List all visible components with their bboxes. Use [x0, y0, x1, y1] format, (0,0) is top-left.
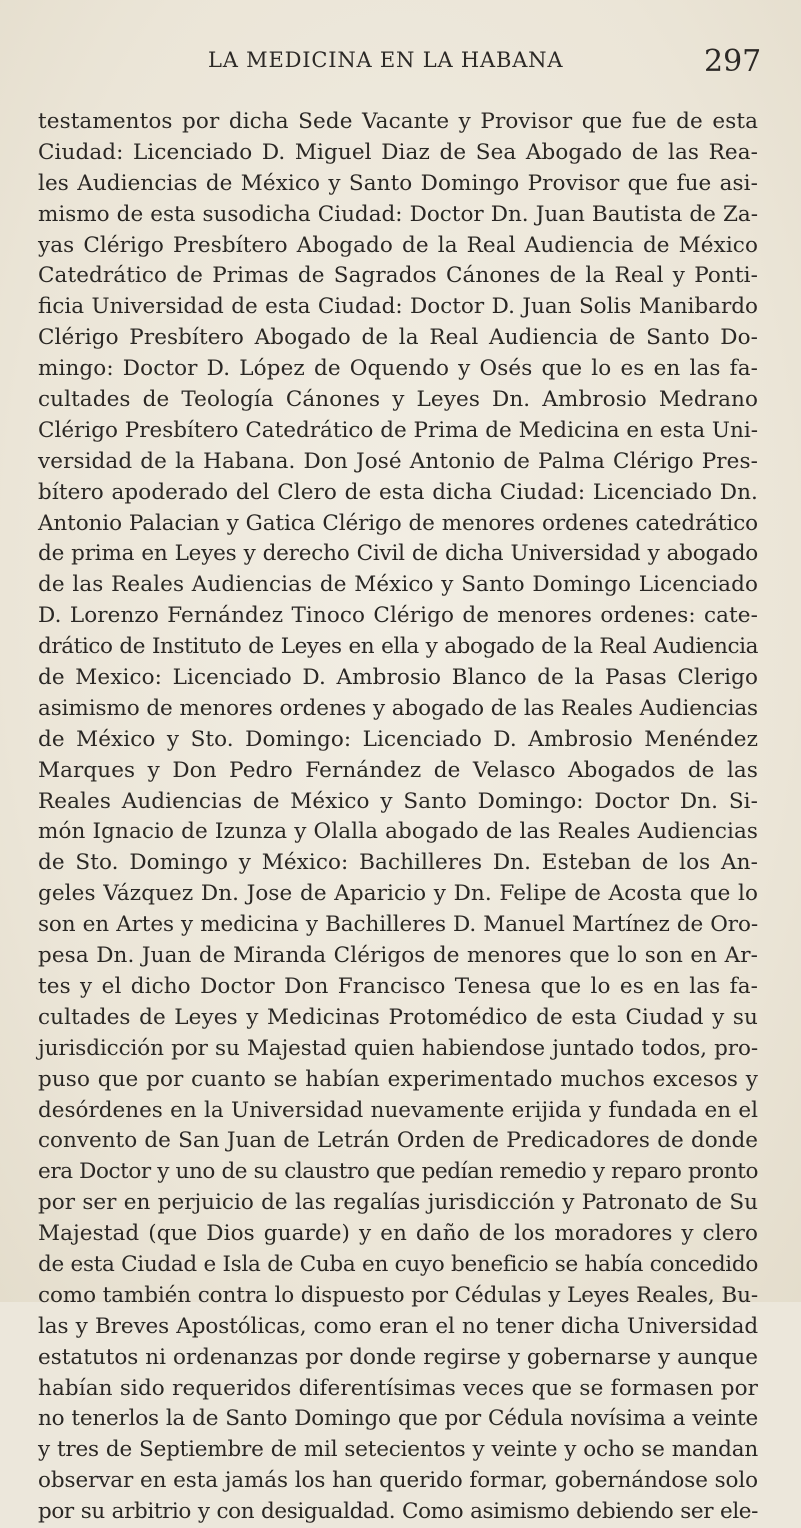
text-line: estatutos ni ordenanzas por donde regirse y gobernarse y aunque: [38, 1344, 758, 1370]
text-line: era Doctor y uno de su claustro que pedían remedio y reparo pronto: [38, 1159, 758, 1185]
text-line: son en Artes y medicina y Bachilleres D. Manuel Martínez de Oro-: [38, 912, 758, 938]
text-line: D. Lorenzo Fernández Tinoco Clérigo de menores ordenes: cate-: [38, 603, 758, 629]
text-line: por ser en perjuicio de las regalías jurisdicción y Patronato de Su: [38, 1190, 758, 1216]
text-line: drático de Instituto de Leyes en ella y abogado de la Real Audiencia: [38, 634, 758, 660]
text-line: las y Breves Apostólicas, como eran el no tener dicha Universidad: [38, 1313, 758, 1339]
text-line: Clérigo Presbítero Abogado de la Real Audiencia de Santo Do-: [38, 325, 758, 351]
text-line: Antonio Palacian y Gatica Clérigo de menores ordenes catedrático: [38, 510, 758, 536]
text-line: de Sto. Domingo y México: Bachilleres Dn. Esteban de los An-: [38, 850, 758, 876]
text-line: Clérigo Presbítero Catedrático de Prima de Medicina en esta Uni-: [38, 417, 758, 443]
text-line: jurisdicción por su Majestad quien habiendose juntado todos, pro-: [38, 1035, 758, 1061]
text-line: y tres de Septiembre de mil setecientos y veinte y ocho se mandan: [38, 1437, 758, 1463]
text-line: les Audiencias de México y Santo Domingo Provisor que fue asi-: [38, 170, 758, 196]
text-line: como también contra lo dispuesto por Cédulas y Leyes Reales, Bu-: [38, 1282, 758, 1308]
text-line: mingo: Doctor D. López de Oquendo y Osés que lo es en las fa-: [38, 356, 758, 382]
text-line: desórdenes en la Universidad nuevamente erijida y fundada en el: [38, 1097, 758, 1123]
text-line: Reales Audiencias de México y Santo Domingo: Doctor Dn. Si-: [38, 788, 758, 814]
text-line: por su arbitrio y con desigualdad. Como asimismo debiendo ser ele-: [38, 1499, 758, 1525]
page-number: 297: [704, 44, 762, 79]
text-line: cultades de Leyes y Medicinas Protomédico de esta Ciudad y su: [38, 1004, 758, 1030]
text-line: de prima en Leyes y derecho Civil de dicha Universidad y abogado: [38, 541, 758, 567]
text-line: ficia Universidad de esta Ciudad: Doctor D. Juan Solis Manibardo: [38, 294, 758, 320]
text-line: habían sido requeridos diferentísimas veces que se formasen por: [38, 1375, 758, 1401]
text-line: cultades de Teología Cánones y Leyes Dn. Ambrosio Medrano: [38, 387, 758, 413]
running-title: LA MEDICINA EN LA HABANA: [208, 48, 564, 72]
text-line: de esta Ciudad e Isla de Cuba en cuyo beneficio se había concedido: [38, 1251, 758, 1277]
running-header: [0, 44, 801, 84]
text-line: món Ignacio de Izunza y Olalla abogado de las Reales Audiencias: [38, 819, 758, 845]
text-line: no tenerlos la de Santo Domingo que por Cédula novísima a veinte: [38, 1406, 758, 1432]
text-line: Majestad (que Dios guarde) y en daño de los moradores y clero: [38, 1221, 758, 1247]
text-line: bítero apoderado del Clero de esta dicha Ciudad: Licenciado Dn.: [38, 479, 758, 505]
text-line: puso que por cuanto se habían experimentado muchos excesos y: [38, 1066, 758, 1092]
text-line: versidad de la Habana. Don José Antonio de Palma Clérigo Pres-: [38, 448, 758, 474]
text-line: yas Clérigo Presbítero Abogado de la Real Audiencia de México: [38, 232, 758, 258]
text-line: Marques y Don Pedro Fernández de Velasco Abogados de las: [38, 757, 758, 783]
text-line: de México y Sto. Domingo: Licenciado D. Ambrosio Menéndez: [38, 726, 758, 752]
text-line: convento de San Juan de Letrán Orden de Predicadores de donde: [38, 1128, 758, 1154]
text-line: de las Reales Audiencias de México y Santo Domingo Licenciado: [38, 572, 758, 598]
text-line: testamentos por dicha Sede Vacante y Provisor que fue de esta: [38, 109, 758, 134]
text-line: pesa Dn. Juan de Miranda Clérigos de menores que lo son en Ar-: [38, 943, 758, 969]
text-line: Catedrático de Primas de Sagrados Cánones de la Real y Ponti-: [38, 263, 758, 289]
text-line: geles Vázquez Dn. Jose de Aparicio y Dn. Felipe de Acosta que lo: [38, 881, 758, 907]
text-line: Ciudad: Licenciado D. Miguel Diaz de Sea Abogado de las Rea-: [38, 139, 758, 165]
text-line: observar en esta jamás los han querido formar, gobernándose solo: [38, 1468, 758, 1494]
text-line: tes y el dicho Doctor Don Francisco Tenesa que lo es en las fa-: [38, 973, 758, 999]
body-paragraph: [38, 107, 758, 1528]
text-line: mismo de esta susodicha Ciudad: Doctor Dn. Juan Bautista de Za-: [38, 201, 758, 227]
text-line: de Mexico: Licenciado D. Ambrosio Blanco de la Pasas Clerigo: [38, 665, 758, 691]
text-line: asimismo de menores ordenes y abogado de las Reales Audiencias: [38, 695, 758, 721]
